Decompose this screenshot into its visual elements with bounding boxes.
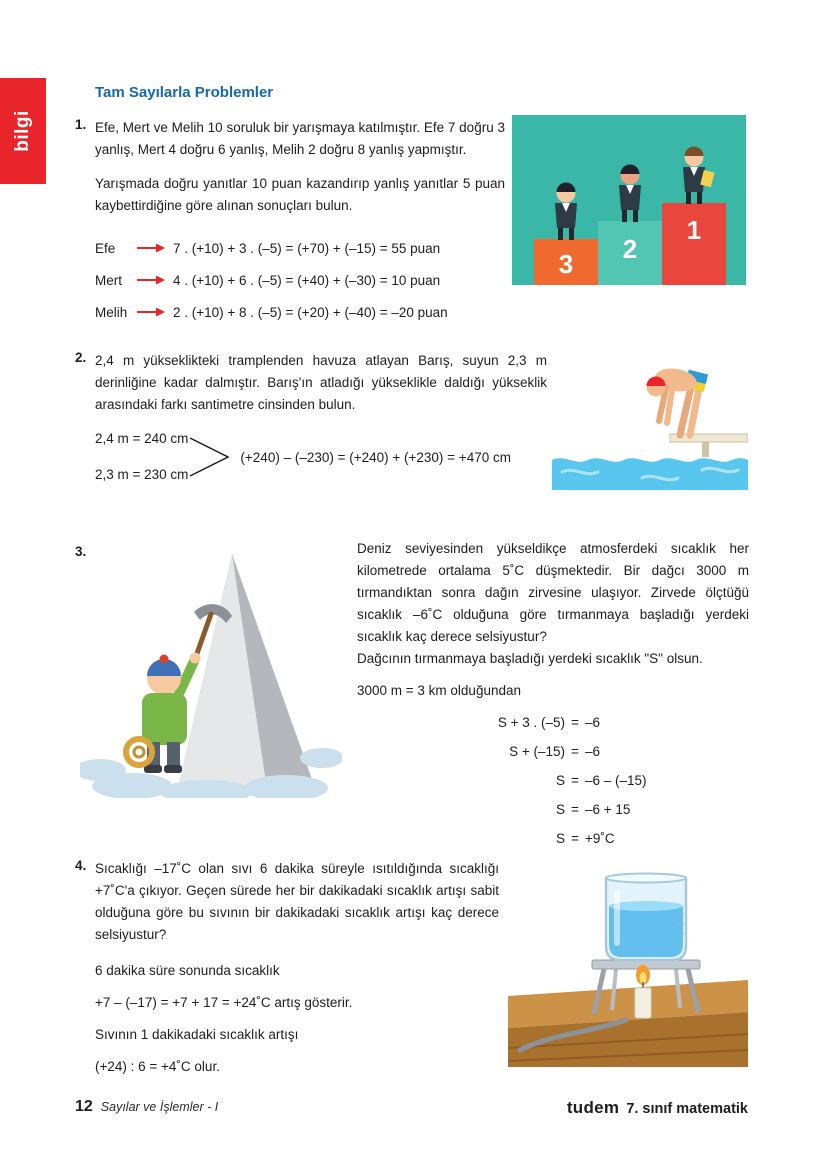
equals-sign: = [571,715,579,730]
podium-rank-label: 3 [558,249,574,279]
brace-connector-icon [188,428,234,486]
equals-sign: = [571,744,579,759]
solution-name: Mert [95,272,122,288]
equation-row [415,708,749,737]
problem-3-equations [357,708,749,853]
footer-section-label: Sayılar ve İşlemler - I [100,1100,219,1114]
solution-line [95,296,505,328]
podium-rank-label: 1 [686,215,702,245]
problem-2-paragraph: 2,4 m yükseklikteki tramplenden havuza atlayan Barış, suyun 2,3 m derinliğine kadar dalmıştır. Barış'ın atladığı yükseklikle daldığı yükseklik arasındaki farkı santimetre cinsinden bulun. [95,353,547,412]
problem-1-paragraph-2: Yarışmada doğru yanıtlar 10 puan kazandırıp yanlış yanıtlar 5 puan kaybettirdiğine göre alınan sonuçları bulun. [95,176,505,213]
page-footer-right [567,1098,748,1118]
conversion-line: 2,3 m = 230 cm [95,467,189,482]
problem-4 [95,858,499,1078]
equation-row [415,795,749,824]
problem-2-work [95,428,547,486]
problem-3-number: 3. [75,544,87,559]
given-line: 3000 m = 3 km olduğundan [357,683,521,698]
problem-2-equation: (+240) – (–230) = (+240) + (+230) = +470 cm [240,449,511,465]
beaker [606,874,686,961]
brand-logo: tudem [566,1098,620,1117]
page-number: 12 [75,1098,93,1115]
equation-row [415,737,749,766]
podium-rank-label: 2 [622,234,638,264]
problem-2-number: 2. [75,350,87,365]
equation-lhs: S [555,831,565,846]
podium-illustration [512,115,746,285]
equation-rhs: –6 [585,744,601,759]
equation-lhs: S + (–15) [509,744,565,759]
equation-row [415,766,749,795]
unit-conversions [95,428,188,486]
section-title: Tam Sayılarla Problemler [95,84,274,101]
problem-2 [95,350,547,486]
arrow-right-icon [137,243,173,253]
equation-rhs: +9˚C [585,831,615,846]
equation-lhs: S + 3 . (–5) [497,715,565,730]
equals-sign: = [571,802,579,817]
equation-row [415,824,749,853]
equation-rhs: –6 [585,715,601,730]
pool-water [552,458,748,490]
solution-expression: 7 . (+10) + 3 . (–5) = (+70) + (–15) = 55 puan [173,240,441,256]
candle [635,965,651,1018]
equation-lhs: S [555,773,565,788]
equation-rhs: –6 – (–15) [585,773,647,788]
solution-name: Efe [95,240,116,256]
problem-1 [95,117,505,328]
problem-3-paragraph: Deniz seviyesinden yükseldikçe atmosferdeki sıcaklık her kilometrede ortalama 5˚C düşmektedir. Bir dağcı 3000 m tırmandıktan sonra dağın zirvesine ulaşıyor. Zirvede ölçtüğü sıcaklık –6˚C olduğuna göre tırmanmaya başladığı yerdeki sıcaklık kaç derece selsiyustur? [357,541,749,644]
assumption-line: Dağcının tırmanmaya başladığı yerdeki sıcaklık "S" olsun. [357,651,703,666]
problem-4-number: 4. [75,858,87,873]
problem-1-number: 1. [75,117,87,132]
solution-step-1: 6 dakika süre sonunda sıcaklık [95,963,280,978]
climber-illustration [80,546,342,798]
burner-illustration [508,862,748,1067]
equation-rhs: –6 + 15 [585,802,631,817]
arrow-right-icon [137,275,173,285]
solution-step-3: Sıvının 1 dakikadaki sıcaklık artışı [95,1027,299,1042]
solution-expression: 2 . (+10) + 8 . (–5) = (+20) + (–40) = –20 puan [173,304,448,320]
problem-4-paragraph: Sıcaklığı –17˚C olan sıvı 6 dakika süreyle ısıtıldığında sıcaklığı +7˚C'a çıkıyor. Geçen sürede her bir dakikadaki sıcaklık artışı sabit olduğuna göre bu sıvının bir dakikadaki sıcaklık artışı kaç derece selsiyustur? [95,861,499,942]
page-footer-left [75,1098,218,1116]
problem-3 [357,538,749,853]
diver-figure [647,366,709,435]
solution-step-2: +7 – (–17) = +7 + 17 = +24˚C artış gösterir. [95,995,353,1010]
solution-name: Melih [95,304,128,320]
info-tab-label: bilgi [12,110,33,152]
problem-1-paragraph-1: Efe, Mert ve Melih 10 soruluk bir yarışmaya katılmıştır. Efe 7 doğru 3 yanlış, Mert 4 doğru 6 yanlış, Melih 2 doğru 8 yanlış yapmıştır. [95,120,505,157]
equals-sign: = [571,831,579,846]
solution-step-4: (+24) : 6 = +4˚C olur. [95,1059,220,1074]
diver-illustration [552,288,748,490]
info-tab [0,78,46,184]
solution-line [95,232,505,264]
equals-sign: = [571,773,579,788]
brand-subtitle: 7. sınıf matematik [626,1101,748,1117]
conversion-line: 2,4 m = 240 cm [95,431,189,446]
solution-expression: 4 . (+10) + 6 . (–5) = (+40) + (–30) = 10 puan [173,272,441,288]
arrow-right-icon [137,307,173,317]
solution-line [95,264,505,296]
equation-lhs: S [555,802,565,817]
problem-1-solutions [95,232,505,328]
